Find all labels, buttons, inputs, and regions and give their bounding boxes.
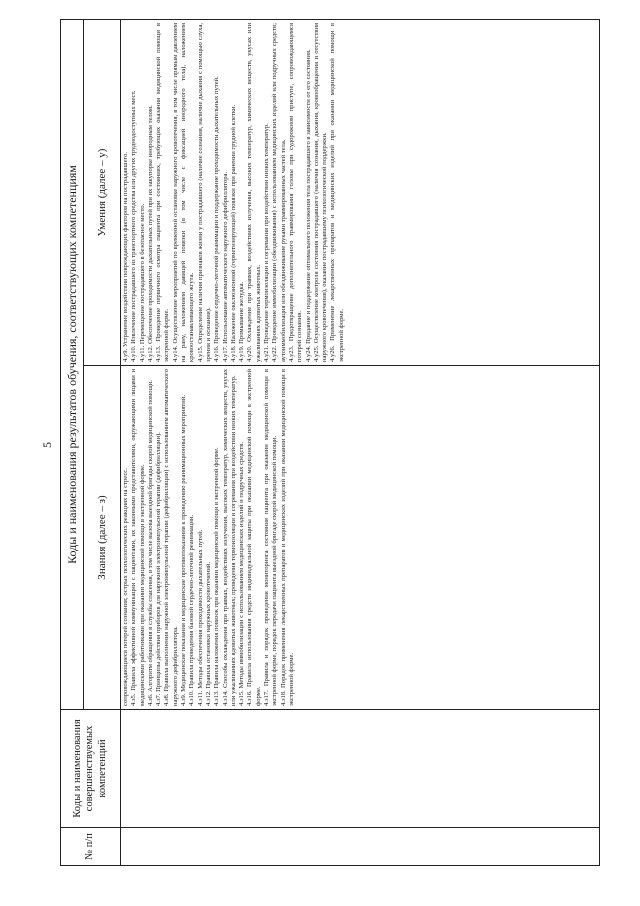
skill-item: 4.у17. Использование автоматического наружного дефибриллятора.	[221, 171, 229, 362]
skill-item: 4.у13. Проведение первичного осмотра пациента при состояниях, требующих оказания медицинской помощи в экстренной форме.	[155, 22, 171, 362]
skill-item: 4.у25. Осуществление контроля состояния пострадавшего (наличия сознания, дыхания, кровообращения и отсутствия наружного кровотечения), оказание пострадавшему психологической поддержки.	[312, 22, 329, 362]
knowledge-item: 4.з9. Медицинские показания и медицинские противопоказания к проведению реанимационных мероприятий.	[180, 394, 188, 706]
skills-header: Умения (далее – у)	[84, 19, 121, 365]
knowledge-item: сопровождающиеся потерей сознания; острых психологических реакциях на стресс.	[122, 468, 129, 706]
knowledge-item: 4.з12. Правила остановки наружных кровотечений.	[204, 561, 212, 706]
skill-item: 4.у18. Наложение окклюзионной (герметизирующей) повязки при ранении грудной клетки.	[229, 104, 237, 362]
knowledge-item: 4.з8. Правила выполнения наружной электроимпульсной терапии (дефибрилляции) с использованием автоматического наружного дефибриллятора.	[163, 369, 179, 706]
skill-item: 4.у23. Предотвращение дополнительного травмирования головы при судорожном приступе, сопровождающемся потерей сознания.	[287, 22, 304, 362]
skill-item: 4.у26. Применение лекарственных препаратов и медицинских изделий при оказании медицинской помощи в экстренной форме.	[329, 22, 345, 362]
knowledge-item: 4.з6. Алгоритм обращения в службы спасения, в том числе вызова выездной бригады скорой медицинской помощи.	[146, 380, 154, 706]
number-cell	[121, 828, 600, 866]
codes-cell	[121, 710, 600, 828]
table-row	[121, 19, 600, 865]
skill-item: 4.у12. Обеспечение проходимости дыхательных путей при их закупорке инородным телом.	[146, 105, 154, 362]
skill-item: 4.у24. Придание и поддержание оптимального положения тела пострадавшего в зависимости от его состояния.	[304, 49, 312, 362]
knowledge-item: 4.з18. Порядок применения лекарственных препаратов и медицинских изделий при оказании медицинской помощи в экстренной форме.	[279, 369, 295, 706]
rotated-table-container	[60, 20, 600, 866]
knowledge-header: Знания (далее – з)	[84, 366, 121, 710]
skill-item: 4.у22. Проведение иммобилизации (обездвиживания) с использованием медицинских изделий или подручных средств; аутоиммобилизация или обездвиживание руками травмированных частей тела.	[271, 22, 287, 362]
header-row-top	[61, 19, 84, 865]
page-number: 5	[40, 442, 54, 448]
knowledge-item: 4.з10. Правила проведения базовой сердечно-легочной реанимации.	[188, 514, 196, 706]
knowledge-item: 4.з5. Правила эффективной коммуникации с пациентами, их законными представителями, окружающими лицами и медицинскими работниками при оказании медицинской помощи в экстренной форме.	[130, 369, 146, 706]
knowledge-item: 4.з17. Правила и порядок проведения мониторинга состояния пациента при оказании медицинской помощи в экстренной форме, порядок передачи пациента выездной бригаде скорой медицинской помощи.	[263, 369, 279, 706]
skill-item: 4.у15. Определение наличия признаков жизни у пострадавшего (наличие сознания, наличие дыхания с помощью слуха, зрения и осязания).	[196, 22, 212, 362]
knowledge-item: 4.з13. Правила наложения повязок при оказании медицинской помощи в экстренной форме.	[213, 447, 221, 706]
skills-cell	[121, 19, 600, 365]
knowledge-item: 4.з15. Методы иммобилизации с использованием медицинских изделий и подручных средств.	[238, 441, 246, 706]
competency-table	[60, 19, 600, 866]
skill-item: 4.у14. Осуществление мероприятий по временной остановке наружного кровотечения, в том числе прямым давлением на рану, наложением давящей повязки (в том числе с фиксацией инородного тела), наложением кровоостанавливающего жгута.	[171, 22, 196, 362]
skill-item: 4.у9. Устранение воздействия повреждающих факторов на пострадавшего.	[122, 151, 129, 362]
knowledge-item: 4.з16. Правила использования средств индивидуальной защиты при оказании медицинской помощи в экстренной форме.	[246, 369, 262, 706]
results-header: Коды и наименования результатов обучения, соответствующих компетенциям	[61, 19, 84, 709]
skill-item: 4.у19. Промывание желудка.	[238, 281, 246, 362]
col-codes-header: Коды и наименования совершенствуемых компетенций	[61, 710, 121, 828]
knowledge-cell	[121, 366, 600, 710]
knowledge-item: 4.з11. Методы обеспечения проходимости дыхательных путей.	[196, 529, 204, 706]
skill-item: 4.у21. Проведение термоизоляции и согревания при воздействии низких температур.	[263, 123, 271, 362]
col-number-header: № п/п	[61, 828, 121, 866]
skill-item: 4.у16. Проведение сердечно-легочной реанимации и поддержание проходимости дыхательных путей.	[213, 76, 221, 362]
skill-item: 4.у10. Извлечение пострадавшего из транспортного средства или других труднодоступных мест.	[130, 90, 138, 362]
skill-item: 4.у20. Охлаждение при травмах, воздействиях излучения, высоких температур, химических веществ, укусах или ужаливаниях ядовитых животных.	[246, 22, 262, 362]
skill-item: 4.у11. Перемещение пострадавшего в безопасное место.	[138, 203, 146, 362]
knowledge-item: 4.з7. Принципы действия приборов для наружной электроимпульсной терапии (дефибрилляции).	[155, 432, 163, 706]
knowledge-item: 4.з14. Способы охлаждения при травмах, воздействиях излучения, высоких температур, химических веществ, укусах или ужаливаниях ядовитых животных; проведения термоизоляции и согревания при воздействии низких температур.	[221, 369, 237, 706]
